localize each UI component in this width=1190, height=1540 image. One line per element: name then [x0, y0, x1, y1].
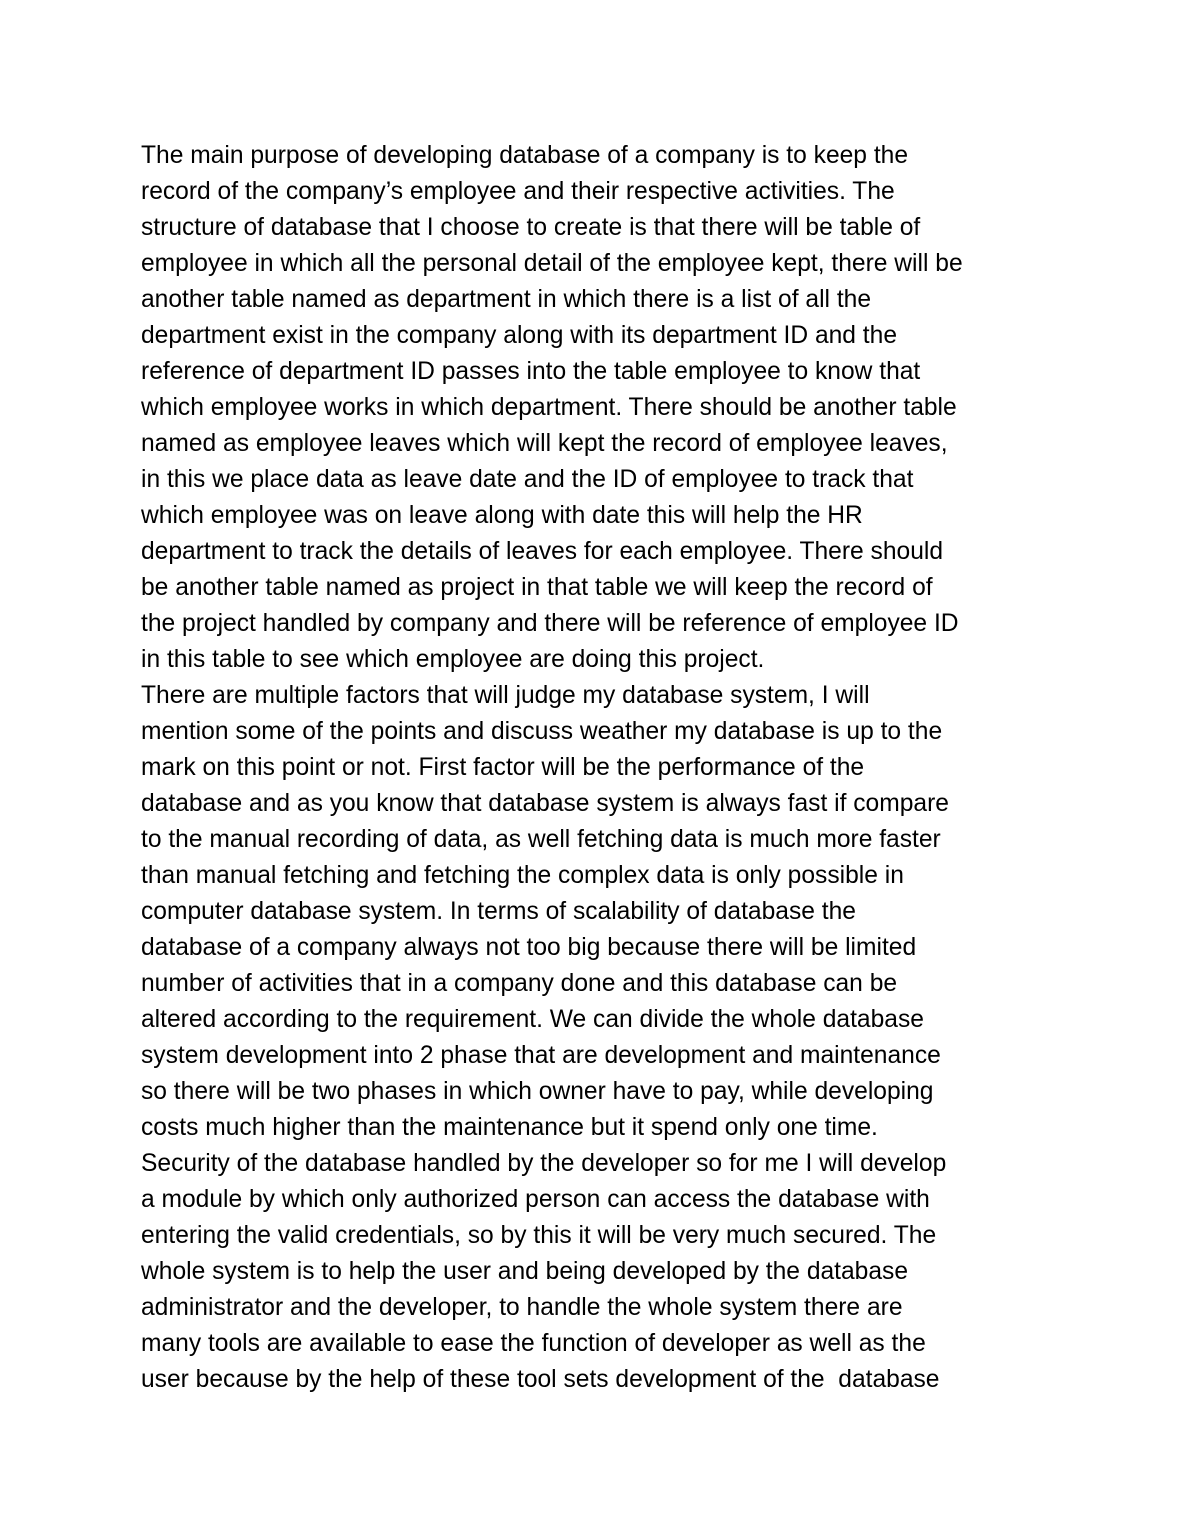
text-line: to the manual recording of data, as well fetching data is much more faster: [141, 826, 941, 853]
text-line: mark on this point or not. First factor will be the performance of the: [141, 754, 865, 781]
text-line: administrator and the developer, to handle the whole system there are: [141, 1294, 903, 1321]
text-line: computer database system. In terms of scalability of database the: [141, 898, 856, 925]
text-line: the project handled by company and there will be reference of employee ID: [141, 610, 959, 637]
text-line: altered according to the requirement. We can divide the whole database: [141, 1006, 924, 1033]
text-line: database and as you know that database system is always fast if compare: [141, 790, 949, 817]
text-line: named as employee leaves which will kept the record of employee leaves,: [141, 430, 948, 457]
text-line: so there will be two phases in which owner have to pay, while developing: [141, 1078, 934, 1105]
text-line: user because by the help of these tool sets development of the database: [141, 1366, 940, 1393]
paragraph-2: [141, 678, 1101, 1398]
body-text: [141, 138, 1101, 1398]
text-line: whole system is to help the user and being developed by the database: [141, 1258, 909, 1285]
text-line: in this we place data as leave date and the ID of employee to track that: [141, 466, 914, 493]
text-line: department exist in the company along with its department ID and the: [141, 322, 897, 349]
text-line: another table named as department in which there is a list of all the: [141, 286, 872, 313]
text-line: Security of the database handled by the developer so for me I will develop: [141, 1150, 947, 1177]
text-line: costs much higher than the maintenance but it spend only one time.: [141, 1114, 878, 1141]
paragraph-1: [141, 138, 1101, 678]
text-line: department to track the details of leaves for each employee. There should: [141, 538, 944, 565]
text-line: structure of database that I choose to create is that there will be table of: [141, 214, 921, 241]
text-line: reference of department ID passes into the table employee to know that: [141, 358, 921, 385]
text-line: The main purpose of developing database of a company is to keep the: [141, 142, 909, 169]
text-line: There are multiple factors that will judge my database system, I will: [141, 682, 870, 709]
text-line: in this table to see which employee are doing this project.: [141, 646, 765, 673]
text-line: many tools are available to ease the function of developer as well as the: [141, 1330, 926, 1357]
text-line: be another table named as project in that table we will keep the record of: [141, 574, 933, 601]
text-line: a module by which only authorized person can access the database with: [141, 1186, 930, 1213]
text-line: than manual fetching and fetching the complex data is only possible in: [141, 862, 904, 889]
text-line: which employee works in which department. There should be another table: [141, 394, 957, 421]
text-line: which employee was on leave along with date this will help the HR: [141, 502, 863, 529]
text-line: mention some of the points and discuss weather my database is up to the: [141, 718, 943, 745]
text-line: number of activities that in a company done and this database can be: [141, 970, 898, 997]
text-line: database of a company always not too big because there will be limited: [141, 934, 917, 961]
text-line: entering the valid credentials, so by this it will be very much secured. The: [141, 1222, 937, 1249]
text-line: record of the company’s employee and their respective activities. The: [141, 178, 895, 205]
text-line: employee in which all the personal detail of the employee kept, there will be: [141, 250, 963, 277]
text-line: system development into 2 phase that are development and maintenance: [141, 1042, 941, 1069]
